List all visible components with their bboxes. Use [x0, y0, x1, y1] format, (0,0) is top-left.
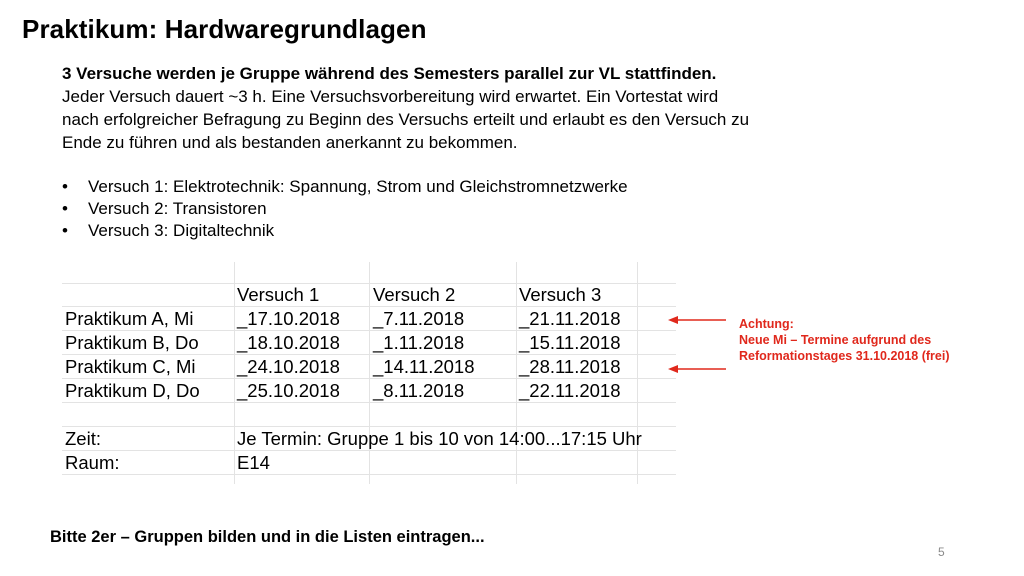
row-label: Praktikum B, Do	[65, 332, 199, 353]
list-item: • Versuch 1: Elektrotechnik: Spannung, Strom und Gleichstromnetzwerke	[62, 176, 628, 198]
note-line-1: Achtung:	[739, 317, 794, 331]
list-item: • Versuch 2: Transistoren	[62, 198, 628, 220]
table-cell: _17.10.2018	[237, 308, 340, 329]
table-cell: _24.10.2018	[237, 356, 340, 377]
note-line-2: Neue Mi – Termine aufgrund des	[739, 333, 932, 347]
table-cell: _21.11.2018	[519, 308, 621, 329]
row-label: Praktikum C, Mi	[65, 356, 196, 377]
intro-lead: 3 Versuche werden je Gruppe während des Semesters parallel zur VL stattfinden.	[62, 64, 717, 83]
intro-paragraph	[62, 62, 882, 154]
note-line-3: Reformationstages 31.10.2018 (frei)	[739, 349, 950, 363]
grid-line	[62, 330, 676, 331]
grid-line	[62, 306, 676, 307]
grid-line	[62, 354, 676, 355]
page-title: Praktikum: Hardwaregrundlagen	[22, 14, 427, 44]
column-header: Versuch 2	[373, 284, 456, 305]
table-cell: _7.11.2018	[373, 308, 465, 329]
column-header: Versuch 1	[237, 284, 320, 305]
row-label: Praktikum D, Do	[65, 380, 200, 401]
grid-line	[62, 450, 676, 451]
footer-instruction: Bitte 2er – Gruppen bilden und in die Listen eintragen...	[50, 528, 485, 546]
grid-line	[62, 426, 676, 427]
zeit-label: Zeit:	[65, 428, 101, 449]
raum-label: Raum:	[65, 452, 120, 473]
column-header: Versuch 3	[519, 284, 602, 305]
warning-note	[739, 316, 950, 364]
schedule-table	[62, 262, 676, 484]
table-cell: _1.11.2018	[373, 332, 465, 353]
grid-line	[62, 474, 676, 475]
table-cell: _14.11.2018	[373, 356, 475, 377]
table-cell: _25.10.2018	[237, 380, 340, 401]
grid-line	[62, 402, 676, 403]
intro-line-3: Ende zu führen und als bestanden anerkannt zu bekommen.	[62, 133, 518, 152]
raum-value: E14	[237, 452, 270, 473]
table-cell: _28.11.2018	[519, 356, 621, 377]
table-cell: _22.11.2018	[519, 380, 621, 401]
table-cell: _18.10.2018	[237, 332, 340, 353]
arrow-left-icon	[668, 364, 726, 374]
zeit-value: Je Termin: Gruppe 1 bis 10 von 14:00...17:15 Uhr	[237, 428, 642, 449]
intro-line-2: nach erfolgreicher Befragung zu Beginn des Versuchs erteilt und erlaubt es den Versuch zu	[62, 110, 750, 129]
versuch-list	[62, 176, 628, 242]
table-cell: _15.11.2018	[519, 332, 621, 353]
page-number: 5	[938, 545, 945, 559]
intro-line-1: Jeder Versuch dauert ~3 h. Eine Versuchsvorbereitung wird erwartet. Ein Vortestat wird	[62, 87, 719, 106]
grid-line	[62, 378, 676, 379]
list-item: • Versuch 3: Digitaltechnik	[62, 220, 628, 242]
row-label: Praktikum A, Mi	[65, 308, 194, 329]
table-cell: _8.11.2018	[373, 380, 465, 401]
arrow-left-icon	[668, 315, 726, 325]
